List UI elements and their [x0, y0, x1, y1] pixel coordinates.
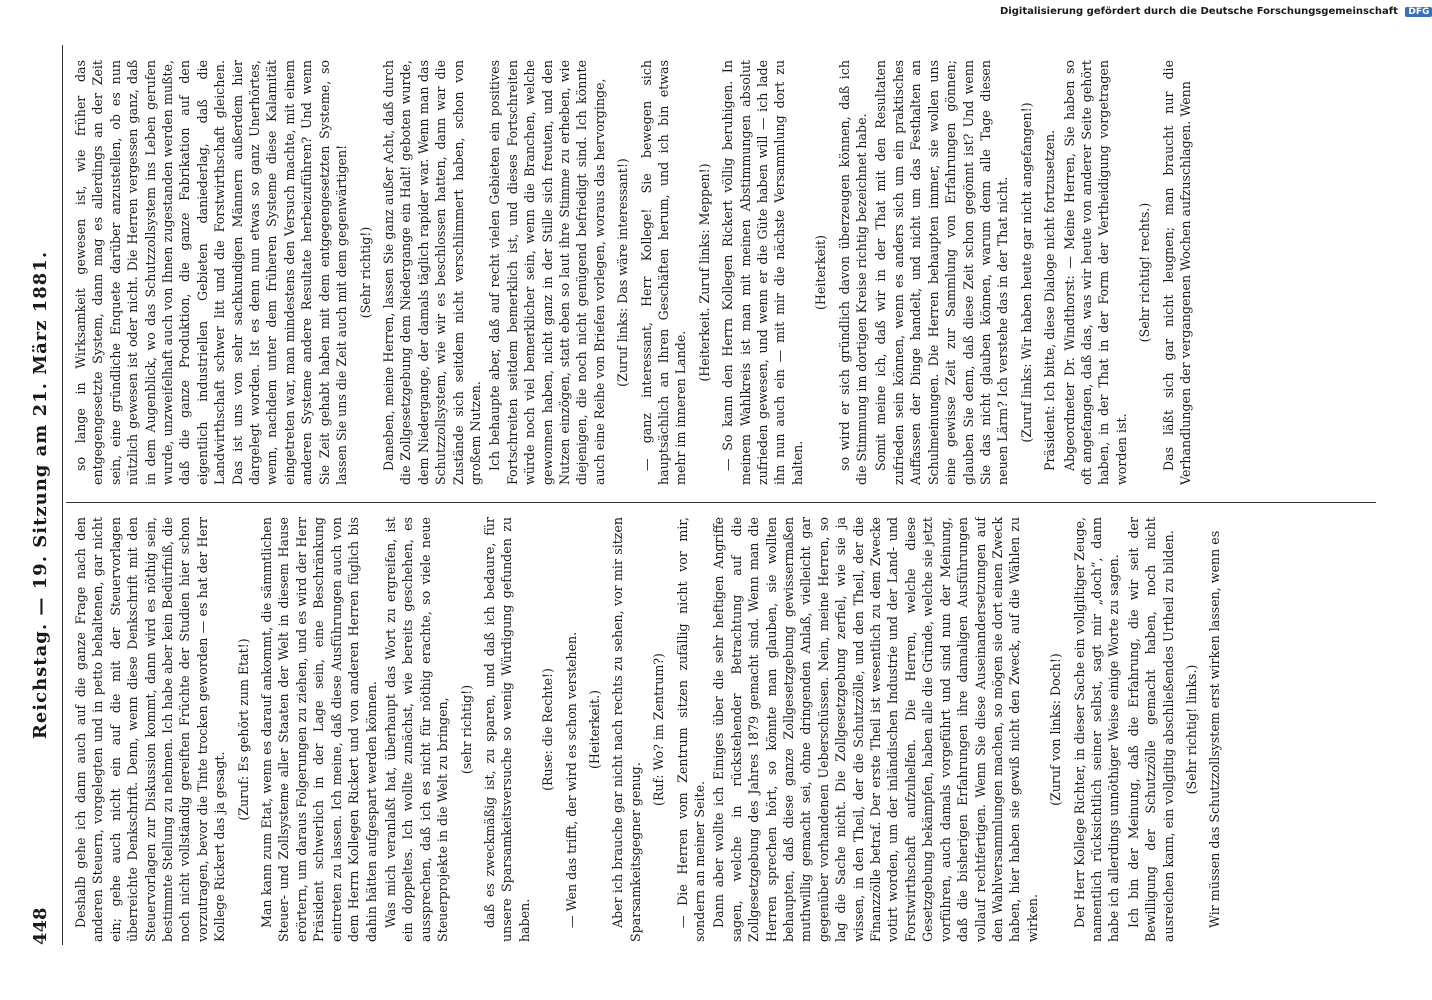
interjection: (Zuruf links: Das wäre interessant!): [615, 158, 631, 387]
page-number: 448: [30, 907, 51, 945]
dfg-logo: DFG: [1405, 7, 1432, 17]
interjection: (Sehr richtig! rechts.): [1137, 202, 1153, 343]
paragraph: daß es zweckmäßig ist, zu sparen, und daß ich bedaure, für unsere Sparsamkeitsversuche so wenig Würdigung gefunden zu haben.: [481, 517, 532, 942]
paragraph: — ganz interessant, Herr Kollege! Sie bewegen sich hauptsächlich an Ihren Geschäften herum, und ich bin etwas mehr im inneren Lande.: [638, 60, 689, 485]
interjection: (Sehr richtig!): [357, 226, 373, 319]
paragraph: Was mich veranlaßt hat, überhaupt das Wort zu ergreifen, ist ein doppeltes. Ich wollte zunächst, wie bereits geschehen, es aussprechen, daß ich es nicht für nöthig erachte, so viele neue Steuerprojekte in die Welt zu bringen,: [382, 517, 451, 942]
interjection: (Zuruf links: Wir haben heute gar nicht angefangen!): [1018, 102, 1034, 443]
paragraph: so wird er sich gründlich davon überzeugen können, daß ich die Stimmung im dortigen Kreise richtig bezeichnet habe.: [836, 60, 870, 485]
paragraph: Ich behaupte aber, daß auf recht vielen Gebieten ein positives Fortschreiten seitdem bemerklich ist, und dieses Fortschreiten würde noch viel bemerklicher sein, wenn die Branchen, welche gewonnen haben, nicht ganz in der Stille sich freuten, und den Nutzen einzögen, statt eben so laut ihre Stimme zu erheben, wie diejenigen, die noch nicht genügend befriedigt sind. Ich könnte auch eine Reihe von Briefen vorlegen, woraus das hervorginge,: [487, 60, 607, 485]
paragraph: — Die Herren vom Zentrum sitzen zufällig nicht vor mir, sondern an meiner Seite.: [674, 517, 707, 942]
interjection: (Ruf: Wo? im Zentrum?): [651, 653, 667, 806]
page-header: [22, 45, 62, 945]
paragraph: Dann aber wollte ich Einiges über die sehr heftigen Angriffe sagen, welche in rückstehender Betrachtung auf die Zollgesetzgebung des Jahres 1879 gemacht sind. Wenn man die Herren sprechen hört, so könnte man glauben, sie wollten behaupten, daß diese ganze Zollgesetzgebung gewissermaßen muthwillig gemacht sei, ohne dringenden Anlaß, vielleicht gar gegenüber vorhandenen Ueberschüssen. Nein, meine Herren, so lag die Sache nicht. Die Zollgesetzgebung zerfiel, wie sie ja wissen, in den Theil, der die Schutzzölle, und den Theil, der die Finanzzölle betraf. Der erste Theil ist wesentlich zu dem Zwecke votirt worden, um der inländischen Industrie und der Land- und Forstwirthschaft aufzuhelfen. Die Herren, welche diese Gesetzgebung bekämpfen, haben alle die Gründe, welche sie jetzt vorführen, auch damals vorgeführt und sind nun der Meinung, daß die bisherigen Erfahrungen ihre damaligen Ausführungen vollauf rechtfertigen. Wenn Sie diese Auseinandersetzungen auf den Wahlversammlungen machen, so mögen sie dort einen Zweck haben, hier haben sie gewiß nicht den Zweck, auf die Wählen zu wirken.: [711, 517, 1040, 942]
digitization-note: Digitalisierung gefördert durch die Deutsche Forschungsgemeinschaft: [1000, 6, 1398, 17]
right-column: [72, 60, 1372, 485]
paragraph: Abgeordneter Dr. Windthorst: — Meine Herren, Sie haben so oft angefangen, daß das, was wir heute von anderer Seite gehört haben, in der That in der Form der Vertheidigung vorgetragen worden ist.: [1061, 60, 1129, 485]
interjection: (sehr richtig!): [458, 684, 474, 775]
paragraph: Das läßt sich gar nicht leugnen; man braucht nur die Verhandlungen der vergangenen Wochen aufzuschlagen. Wenn: [1160, 60, 1193, 485]
interjection: (Sehr richtig! links.): [1183, 664, 1199, 795]
left-column: [72, 517, 1372, 942]
paragraph: Daneben, meine Herren, lassen Sie ganz außer Acht, daß durch die Zollgesetzgebung dem Niedergange ein Halt! geboten wurde, dem Niedergange, der damals täglich rapider war. Wenn man das Schutzzollsystem, wie wir es beschlossen hatten, dann war die Zustände sich seitdem nicht verschlimmert haben, schon von großem Nutzen.: [380, 60, 483, 485]
paragraph: Man kann zum Etat, wenn es darauf ankommt, die sämmtlichen Steuer- und Zollsysteme aller Staaten der Welt in diesem Hause erörtern, um daraus Folgerungen zu ziehen, und es wird der Herr Präsident schwerlich in der Lage sein, eine Beschränkung eintreten zu lassen. Ich meine, daß diese Ausführungen auch von dem Herrn Kollegen Rickert und von anderen Herren füglich bis dahin hätten aufgespart werden können.: [259, 517, 379, 942]
paragraph: Aber ich brauche gar nicht nach rechts zu sehen, vor mir sitzen Sparsamkeitsgegner genug.: [610, 517, 643, 942]
paragraph: so lange in Wirksamkeit gewesen ist, wie früher das entgegengesetzte System, dann mag es allerdings an der Zeit sein, eine gründliche Enquete darüber anzustellen, ob es nun nützlich gewesen ist oder nicht. Die Herren vergessen ganz, daß in dem Augenblick, wo das Schutzzollsystem ins Leben gerufen wurde, unzweifelhaft auch von Ihnen zugestanden werden mußte, daß die ganze Produktion, die ganze Fabrikation auf den eigentlich industriellen Gebieten daniederlag, daß die Landwirthschaft schwer litt und die Forstwirthschaft gleichen. Das ist uns von sehr sachkundigen Männern außerdem hier dargelegt worden. Ist es denn nun etwas so ganz Unerhörtes, wenn, nachdem unter dem früheren Systeme diese Kalamität eingetreten war, man mindestens den Versuch machte, mit einem anderen Systeme andere Resultate herbeizuführen? Und wenn Sie Zeit gehabt haben mit dem entgegengesetzten Systeme, so lassen Sie uns die Zeit auch mit dem gegenwärtigen!: [73, 60, 350, 485]
column-divider: [66, 502, 1376, 503]
paragraph: — Wen das trifft, der wird es schon verstehen.: [563, 631, 579, 928]
interjection: (Zuruf: Es gehört zum Etat!): [235, 638, 251, 821]
interjection: (Ruse: die Rechte!): [540, 668, 556, 791]
digitization-footer: [1000, 0, 1430, 20]
paragraph: Wir müssen das Schutzzollsystem erst wirken lassen, wenn es: [1207, 530, 1223, 928]
running-title: Reichstag. — 19. Sitzung am 21. März 1881.: [30, 250, 51, 740]
paragraph: — So kann den Herrn Kollegen Rickert völlig beruhigen. In meinem Wahlkreis ist man mit meinen Abstimmungen absolut zufrieden gewesen, und wenn er die Güte haben will — ich lade ihn nun auch ein — mit mir die nächste Versammlung dort zu halten.: [720, 60, 805, 485]
paragraph: Der Herr Kollege Richter, in dieser Sache ein vollgiltiger Zeuge, namentlich rücksichtlich seiner selbst, sagt mir „doch“, dann habe ich allerdings unnöthiger Weise einige Worte zu sagen.: [1071, 517, 1122, 942]
interjection: (Heiterkeit.): [586, 690, 602, 769]
header-rule: [62, 45, 63, 945]
interjection: (Heiterkeit): [813, 235, 829, 310]
paragraph: Somit meine ich, daß wir in der That mit den Resultaten zufrieden sein können, wenn es anders sich um ein praktisches Auffassen der Dinge handelt, und nicht um das Festhalten an Schulmeinungen. Die Herren behaupten immer, sie wollen uns eine gewisse Zeit zur Sammlung von Erfahrungen gönnen; glauben Sie denn, daß diese Zeit schon gegönnt ist? Und wenn Sie das nicht glauben können, warum denn alle Tage diesen neuen Lärm? Ich verstehe das in der That nicht.: [873, 60, 1011, 485]
paragraph: Präsident: Ich bitte, diese Dialoge nicht fortzusetzen.: [1042, 129, 1058, 471]
interjection: (Zuruf von links: Doch!): [1048, 653, 1064, 806]
interjection: (Heiterkeit. Zuruf links: Meppen!): [696, 163, 712, 382]
paragraph: Deshalb gehe ich dann auch auf die ganze Frage nach den anderen Steuern, vorgelegten und in petto behaltenen, gar nicht ein; gehe auch nicht ein auf die mit der Steuervorlagen überreichte Denkschrift. Denn, wenn diese Denkschrift mit den Steuervorlagen zur Diskussion kommt, dann wird es nöthig sein, bestimmte Stellung zu nehmen. Ich habe aber kein Bedürfniß, die noch nicht vollständig gereiften Früchte der Studien hier schon vorzutragen, bevor die Tinte trocken geworden — es hat der Herr Kollege Rickert das ja gesagt.: [73, 517, 228, 942]
paragraph: Ich bin der Meinung, daß die Erfahrung, die wir seit der Bewilligung der Schutzzölle gemacht haben, noch nicht ausreichen kann, ein vollgiltig abschließendes Urtheil zu bilden.: [1125, 517, 1176, 942]
